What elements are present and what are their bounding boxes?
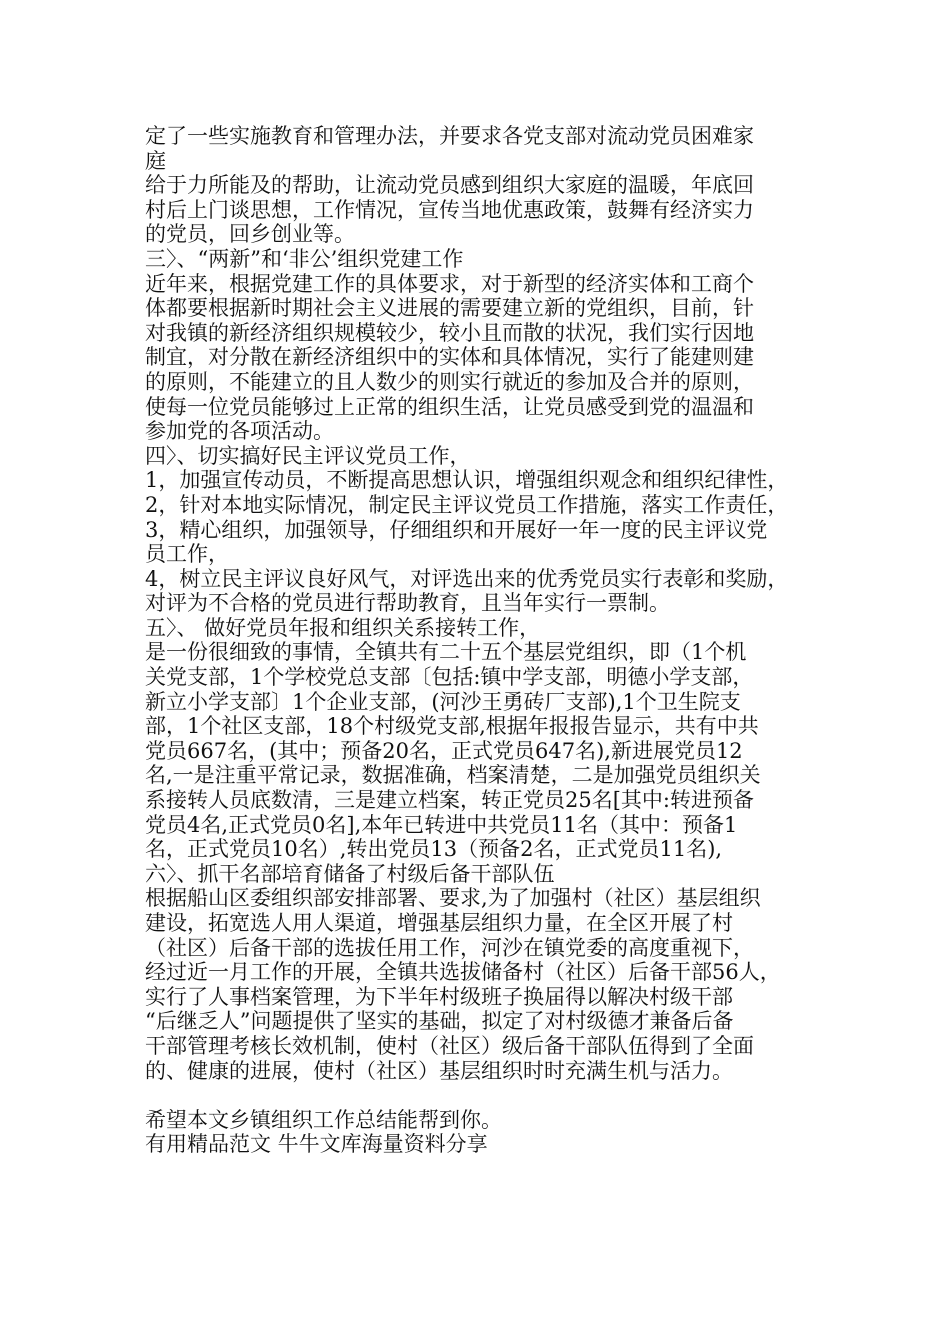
text-line: 系接转人员底数清，三是建立档案，转正党员25名[其中:转进预备 — [145, 788, 754, 813]
text-line: 名，正式党员10名）,转出党员13（预备2名，正式党员11名), — [145, 837, 723, 862]
text-line: 对我镇的新经济组织规模较少，较小且而散的状况，我们实行因地 — [145, 320, 754, 345]
text-line: 实行了人事档案管理，为下半年村级班子换届得以解决村级干部 — [145, 984, 733, 1009]
text-line: 部，1个社区支部，18个村级党支部,根据年报报告显示，共有中共 — [145, 714, 759, 739]
footer-line: 有用精品范文 牛牛文库海量资料分享 — [145, 1132, 488, 1157]
text-line: 经过近一月工作的开展，全镇共选拔储备村（社区）后备干部56人， — [145, 960, 781, 985]
text-line: 建设，拓宽选人用人渠道，增强基层组织力量，在全区开展了村 — [145, 911, 733, 935]
text-line: 2，针对本地实际情况，制定民主评议党员工作措施，落实工作责任， — [145, 492, 789, 517]
text-line: 党员4名,正式党员0名],本年已转进中共党员11名（其中：预备1 — [145, 812, 738, 837]
text-line: 的原则，不能建立的且人数少的则实行就近的参加及合并的原则， — [145, 369, 754, 394]
text-line: （社区）后备干部的选拔任用工作，河沙在镇党委的高度重视下， — [145, 935, 754, 960]
document-body — [145, 124, 820, 1157]
text-line: 关党支部，1个学校党总支部〔包括:镇中学支部，明德小学支部， — [145, 665, 754, 690]
text-line: 体都要根据新时期社会主义进展的需要建立新的党组织，目前，针 — [145, 296, 754, 321]
text-line: 的、健康的进展，使村（社区）基层组织时时充满生机与活力。 — [145, 1058, 733, 1083]
text-line: “后继乏人”问题提供了坚实的基础，拟定了对村级德才兼备后备 — [145, 1009, 734, 1034]
text-line: 制宜，对分散在新经济组织中的实体和具体情况，实行了能建则建 — [145, 345, 754, 370]
text-line: 干部管理考核长效机制，使村（社区）级后备干部队伍得到了全面 — [145, 1033, 754, 1058]
text-line: 五〉、 做好党员年报和组织关系接转工作， — [145, 615, 541, 640]
text-line: 党员667名，(其中；预备20名，正式党员647名),新进展党员12 — [145, 738, 743, 763]
document-text — [145, 124, 820, 1083]
text-line: 的党员，回乡创业等。 — [145, 222, 355, 247]
text-line: 名,一是注重平常记录，数据准确，档案清楚，二是加强党员组织关 — [145, 763, 761, 788]
text-line: 六〉、抓干名部培育储备了村级后备干部队伍 — [145, 861, 555, 886]
text-line: 对评为不合格的党员进行帮助教育，且当年实行一票制。 — [145, 591, 670, 616]
closing-line: 希望本文乡镇组织工作总结能帮到你。 — [145, 1107, 502, 1132]
text-line: 给于力所能及的帮助，让流动党员感到组织大家庭的温暖，年底回 — [145, 173, 754, 198]
text-line: 参加党的各项活动。 — [145, 419, 334, 444]
text-line: 员工作， — [145, 542, 229, 567]
text-line: 是一份很细致的事情，全镇共有二十五个基层党组织，即（1个机 — [145, 640, 747, 665]
blank-line — [145, 1083, 820, 1108]
text-line: 根据船山区委组织部安排部署、要求,为了加强村（社区）基层组织 — [145, 886, 761, 911]
text-line: 新立小学支部〕1个企业支部，(河沙王勇砖厂支部),1个卫生院支 — [145, 689, 741, 714]
text-line: 近年来，根据党建工作的具体要求，对于新型的经济实体和工商个 — [145, 271, 754, 296]
text-line: 1，加强宣传动员，不断提高思想认识，增强组织观念和组织纪律性， — [145, 468, 789, 493]
text-line: 3，精心组织，加强领导，仔细组织和开展好一年一度的民主评议党 — [145, 517, 768, 542]
text-line: 4，树立民主评议良好风气，对评选出来的优秀党员实行表彰和奖励， — [145, 566, 789, 591]
text-line: 定了一些实施教育和管理办法，并要求各党支部对流动党员困难家 — [145, 124, 754, 148]
text-line: 村后上门谈思想，工作情况，宣传当地优惠政策，鼓舞有经济实力 — [145, 197, 754, 222]
text-line: 庭 — [145, 148, 166, 173]
text-line: 四〉、切实搞好民主评议党员工作， — [145, 443, 471, 468]
text-line: 三〉、“两新”和‘非公’组织党建工作 — [145, 246, 464, 271]
text-line: 使每一位党员能够过上正常的组织生活，让党员感受到党的温温和 — [145, 394, 754, 419]
